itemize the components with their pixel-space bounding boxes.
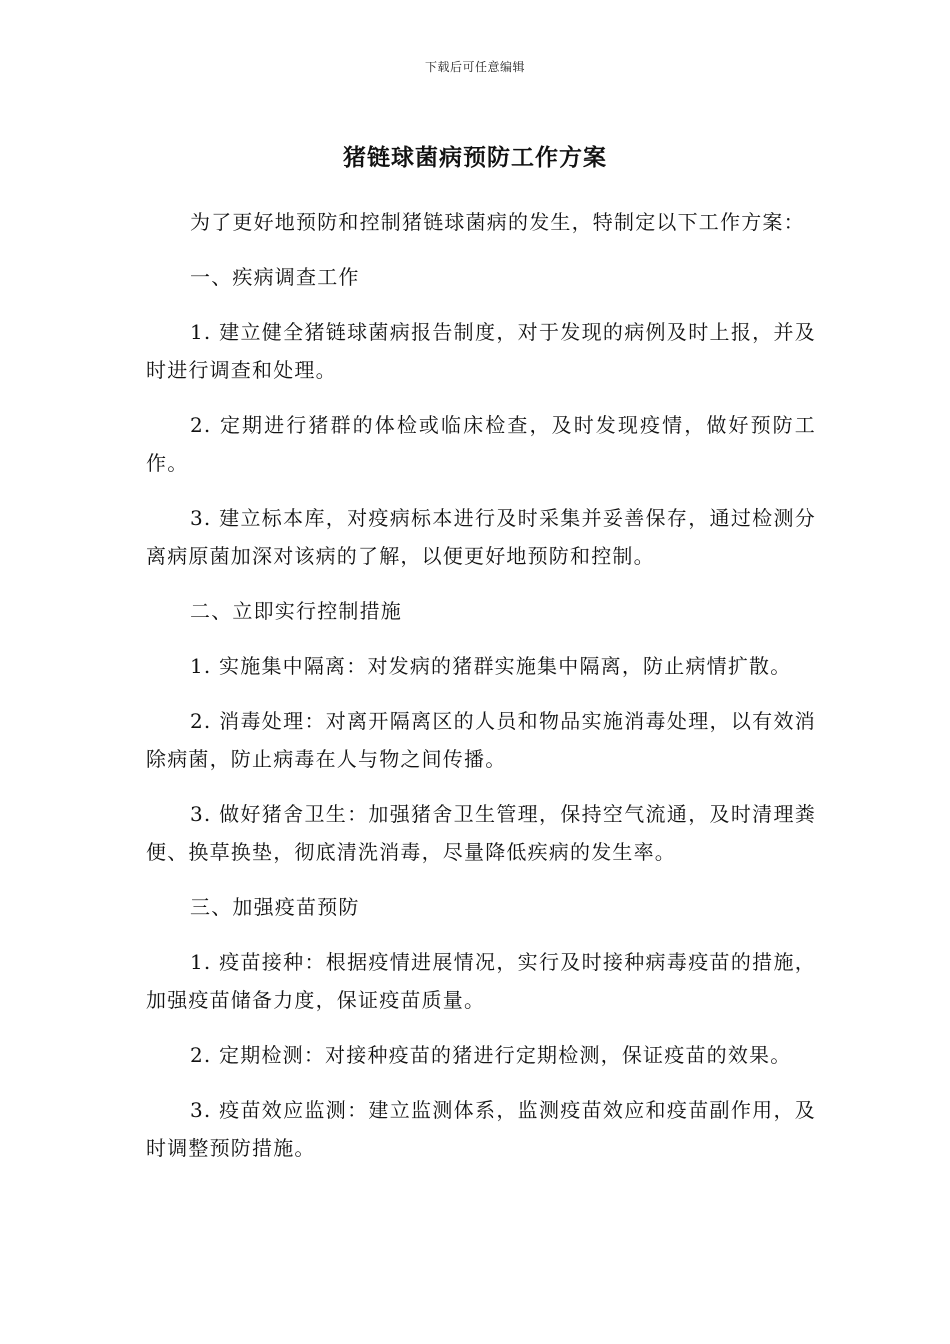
document-body — [146, 203, 816, 1184]
section-1-item-2: 2. 定期进行猪群的体检或临床检查，及时发现疫情，做好预防工作。 — [146, 413, 816, 475]
section-heading-3: 三、加强疫苗预防 — [190, 895, 360, 919]
document-title: 猪链球菌病预防工作方案 — [343, 145, 607, 171]
section-1-item-3: 3. 建立标本库，对疫病标本进行及时采集并妥善保存，通过检测分离病原菌加深对该病的了解，以便更好地预防和控制。 — [146, 506, 816, 568]
section-3-item-1: 1. 疫苗接种：根据疫情进展情况，实行及时接种病毒疫苗的措施，加强疫苗储备力度，保证疫苗质量。 — [146, 950, 816, 1012]
section-2-item-2: 2. 消毒处理：对离开隔离区的人员和物品实施消毒处理，以有效消除病菌，防止病毒在人与物之间传播。 — [146, 709, 816, 771]
section-3-item-2: 2. 定期检测：对接种疫苗的猪进行定期检测，保证疫苗的效果。 — [190, 1043, 792, 1067]
section-1-item-1: 1. 建立健全猪链球菌病报告制度，对于发现的病例及时上报，并及时进行调查和处理。 — [146, 320, 816, 382]
intro-paragraph: 为了更好地预防和控制猪链球菌病的发生，特制定以下工作方案： — [190, 210, 805, 234]
section-heading-2: 二、立即实行控制措施 — [190, 599, 402, 623]
section-heading-1: 一、疾病调查工作 — [190, 265, 360, 289]
header-note: 下载后可任意编辑 — [424, 60, 525, 74]
section-2-item-1: 1. 实施集中隔离：对发病的猪群实施集中隔离，防止病情扩散。 — [190, 654, 792, 678]
section-3-item-3: 3. 疫苗效应监测：建立监测体系，监测疫苗效应和疫苗副作用，及时调整预防措施。 — [146, 1098, 816, 1160]
section-2-item-3: 3. 做好猪舍卫生：加强猪舍卫生管理，保持空气流通，及时清理粪便、换草换垫，彻底清洗消毒，尽量降低疾病的发生率。 — [146, 802, 816, 864]
